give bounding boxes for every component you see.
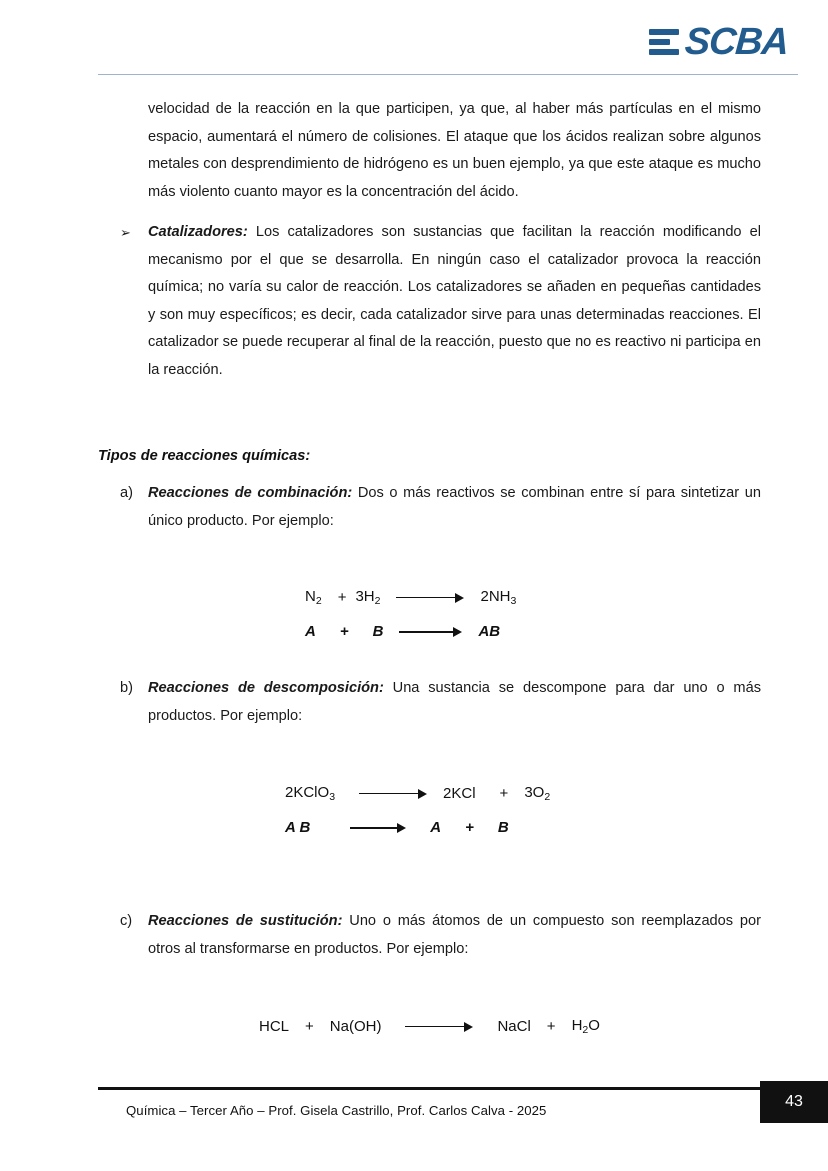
logo-e-icon <box>649 29 679 55</box>
eq1g-product: AB <box>478 623 501 640</box>
header-divider <box>98 74 798 75</box>
logo-wordmark: SCBA <box>683 21 790 63</box>
list-item-combinacion <box>120 480 761 535</box>
equation-combinacion-generic <box>305 621 516 643</box>
eq3-plus-2: + <box>546 1017 556 1035</box>
equation-sustitucion <box>259 1015 600 1038</box>
reaction-arrow-icon <box>350 822 406 834</box>
eq1g-plus: + <box>339 623 349 640</box>
page-number-box <box>760 1081 828 1123</box>
eq2-product-1: 2KCl <box>443 784 476 802</box>
eq1-plus: + <box>337 588 347 606</box>
eq3-product-2: $H_2O$ <box>571 1017 600 1036</box>
list-text-c <box>120 908 761 963</box>
page-footer <box>0 1081 828 1171</box>
page-number: 43 <box>785 1093 803 1110</box>
list-lead-c: Reacciones de sustitución: <box>148 913 343 929</box>
list-lead-b: Reacciones de descomposición: <box>148 680 384 696</box>
list-body-c: Uno o más átomos de un compuesto son reemplazados por otros al transformarse en productos. Por ejemplo: <box>148 913 761 957</box>
list-text-b <box>120 675 761 730</box>
list-text-a <box>120 480 761 535</box>
catalizadores-body: Los catalizadores son sustancias que facilitan la reacción modificando el mecanismo por el que se desarrolla. En ningún caso el catalizador provoca la reacción química; no varía su calor de reacción. Los catalizadores se añaden en pequeñas cantidades y son muy específicos; es decir, cada catalizador sirve para unas determinadas reacciones. El catalizador se puede recuperar al final de la reacción, puesto que no es reactivo ni participa en la reacción. <box>148 224 761 378</box>
eq3-reactant-1: HCL <box>259 1017 290 1035</box>
catalizadores-lead: Catalizadores: <box>148 224 248 240</box>
eq1-product: $2NH_3$ <box>480 588 517 607</box>
footer-divider <box>98 1087 760 1090</box>
list-marker-c: c) <box>120 913 133 929</box>
equation-descomposicion-chemical <box>285 782 550 805</box>
reaction-arrow-icon <box>396 592 464 604</box>
catalizadores-text <box>120 219 761 384</box>
eq2g-plus: + <box>465 819 474 836</box>
eq1-reactant-1: $N_2$ <box>305 588 322 607</box>
list-marker-a: a) <box>120 485 133 501</box>
list-item-descomposicion <box>120 675 761 730</box>
list-marker-b: b) <box>120 680 133 696</box>
eq2-reactant: 2KClO$_3$ <box>285 784 336 803</box>
eq1g-reactant-2: B <box>372 623 384 640</box>
reaction-arrow-icon <box>399 626 462 638</box>
equation-combinacion-chemical <box>305 586 516 609</box>
eq2g-product-2: B <box>497 819 509 836</box>
eq2-product-2: $3O_2$ <box>524 784 551 803</box>
list-body-b: Una sustancia se descompone para dar uno o más productos. Por ejemplo: <box>148 680 762 724</box>
list-body-a: Dos o más reactivos se combinan entre sí para sintetizar un único producto. Por ejemplo: <box>148 485 761 529</box>
section-heading-tipos: Tipos de reacciones químicas: <box>98 448 311 464</box>
arrow-bullet-icon: ➢ <box>120 225 131 240</box>
page-header <box>0 0 828 80</box>
escba-logo <box>649 22 788 62</box>
equation-descomposicion-generic <box>285 817 550 839</box>
eq2g-product-1: A <box>430 819 442 836</box>
eq3-product-1: NaCl <box>497 1017 531 1035</box>
eq3-reactant-2: Na(OH) <box>329 1017 382 1035</box>
reaction-arrow-icon <box>405 1021 473 1033</box>
list-item-sustitucion <box>120 908 761 963</box>
reaction-arrow-icon <box>359 788 427 800</box>
list-lead-a: Reacciones de combinación: <box>148 485 353 501</box>
catalizadores-bullet <box>120 219 761 384</box>
eq2-plus: + <box>499 784 509 802</box>
equation-combinacion <box>305 586 516 643</box>
eq1g-reactant-1: A <box>305 623 316 640</box>
equation-sustitucion-chemical <box>259 1015 600 1038</box>
footer-credit: Química – Tercer Año – Prof. Gisela Castrillo, Prof. Carlos Calva - 2025 <box>126 1103 547 1118</box>
eq1-reactant-2: $3H_2$ <box>355 588 381 607</box>
eq2g-reactant: A B <box>285 819 311 836</box>
eq3-plus-1: + <box>305 1017 314 1035</box>
equation-descomposicion <box>285 782 550 839</box>
intro-paragraph: velocidad de la reacción en la que participen, ya que, al haber más partículas en el mismo espacio, aumentará el número de colisiones. El ataque que los ácidos realizan sobre algunos metales con desprendimiento de hidrógeno es un buen ejemplo, ya que este ataque es mucho más violento cuanto mayor es la concentración del ácido. <box>148 101 761 200</box>
